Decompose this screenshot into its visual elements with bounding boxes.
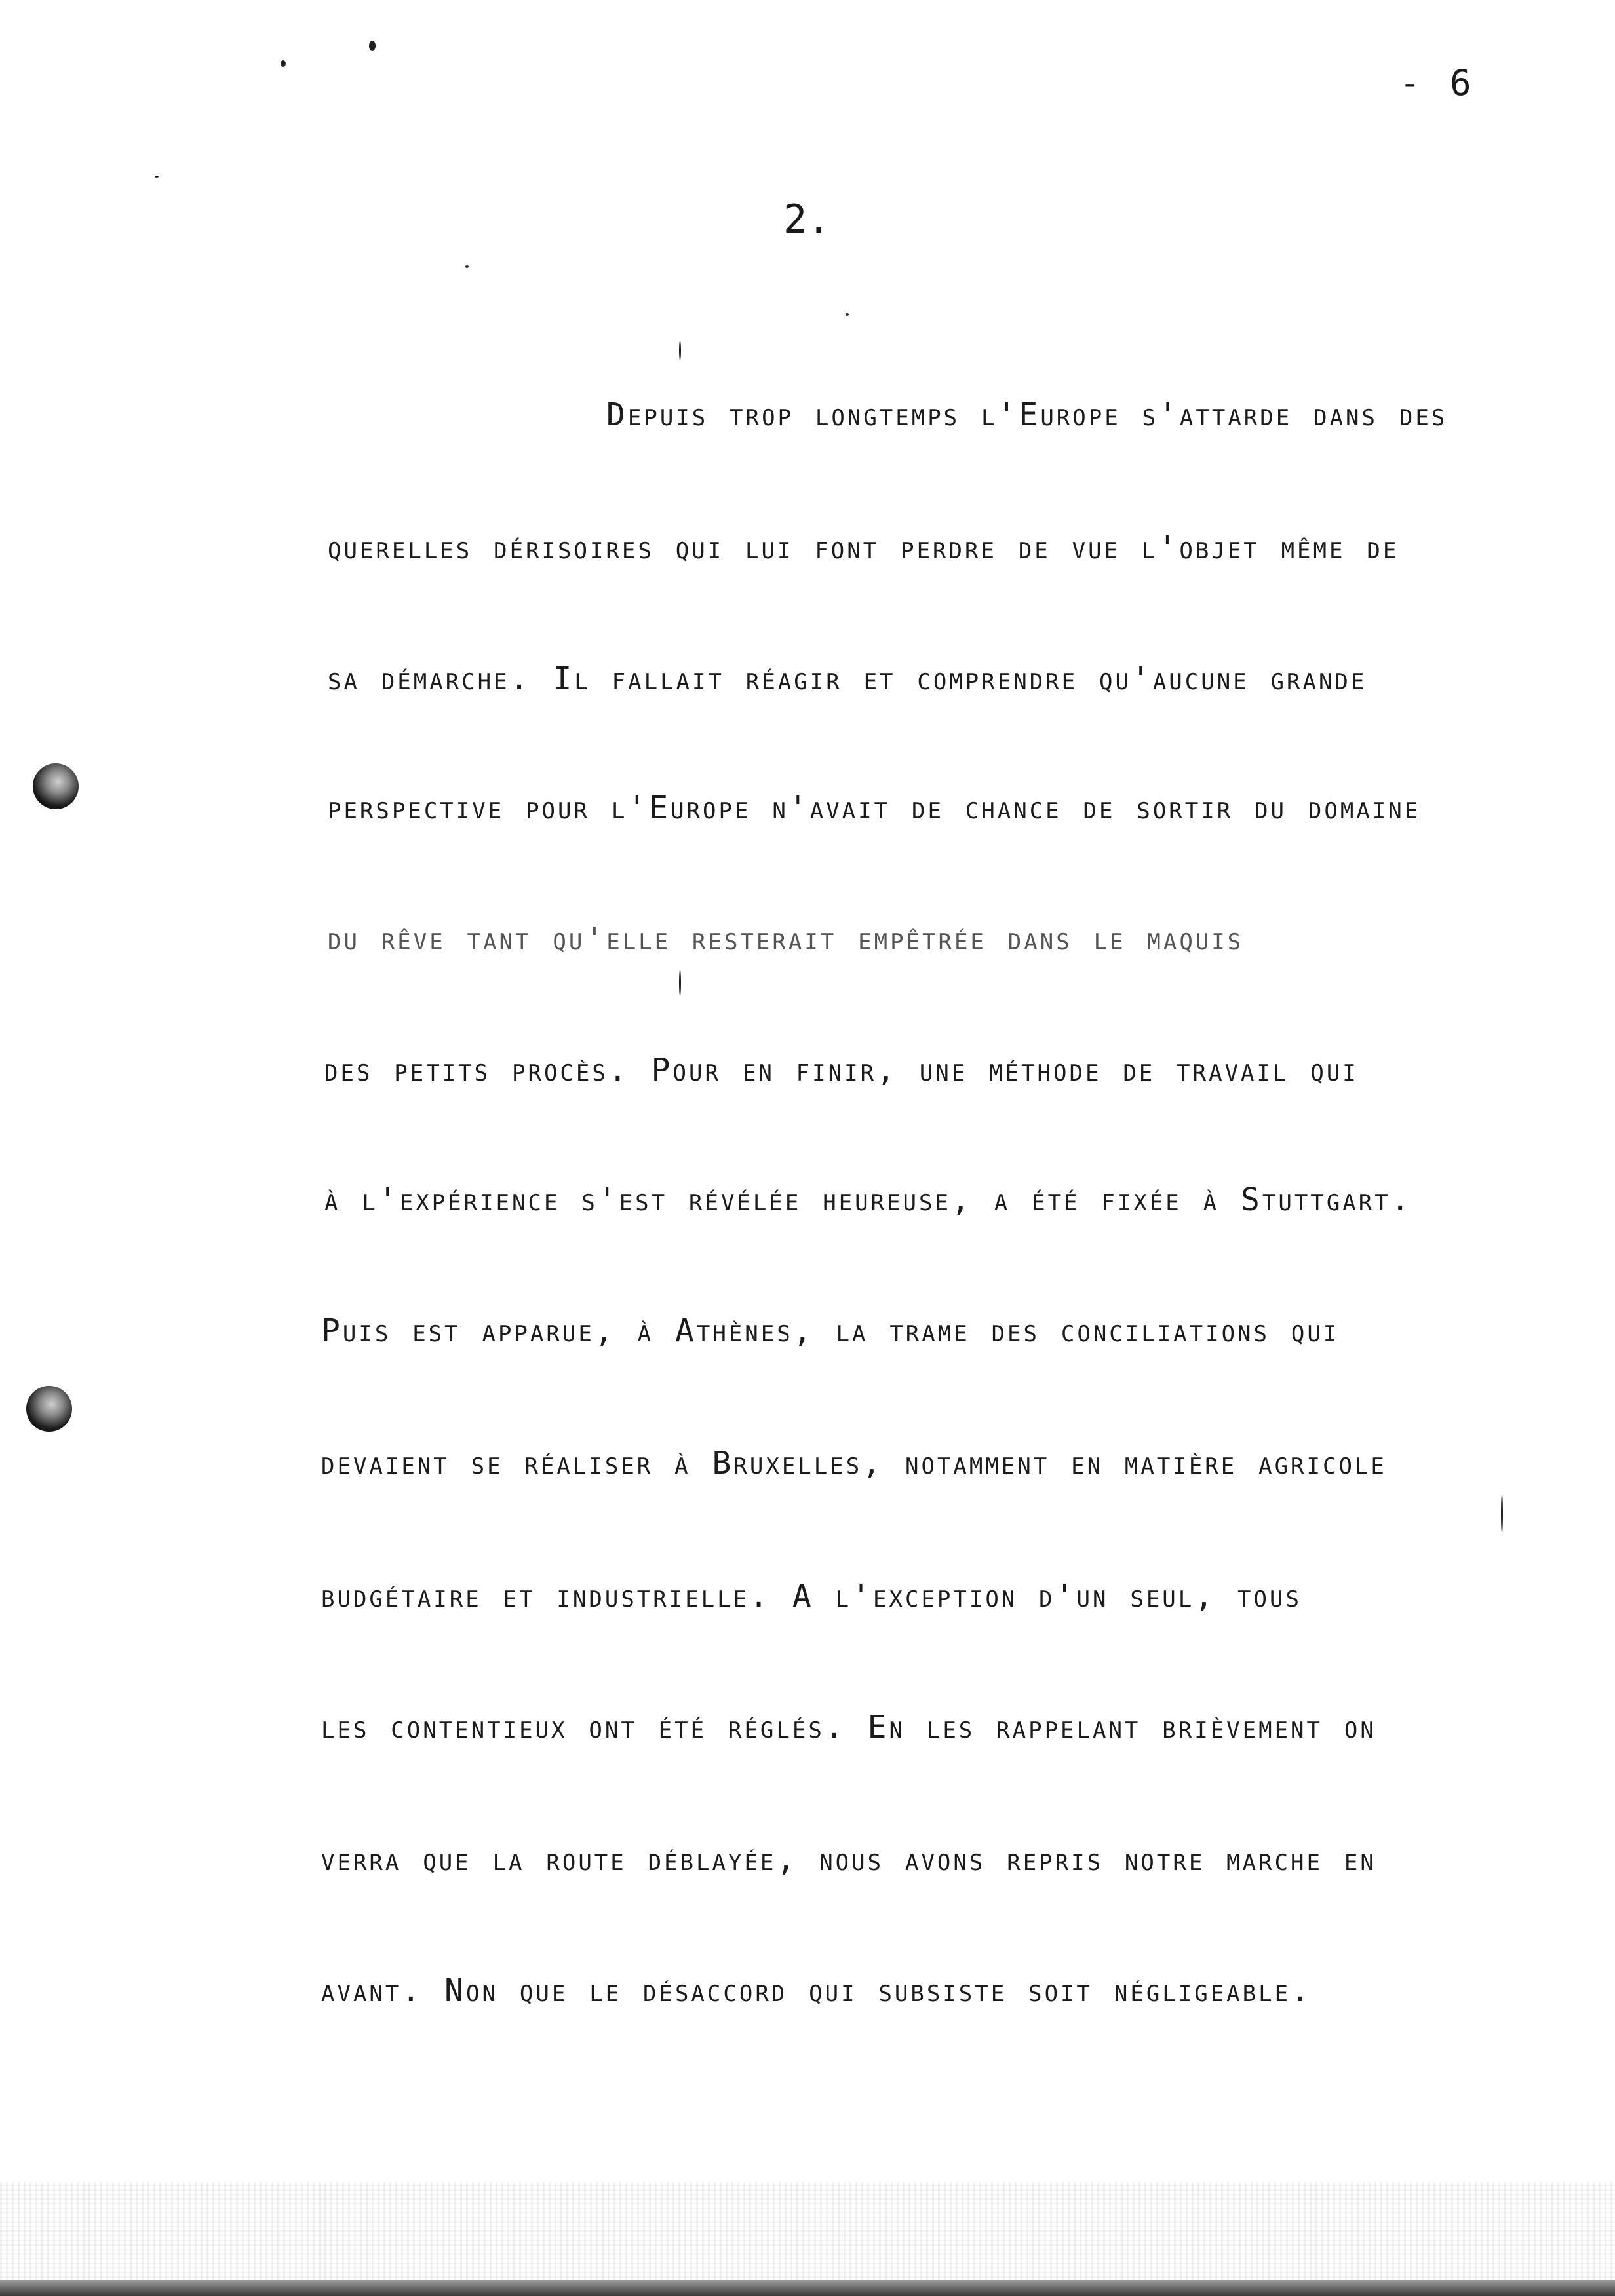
ink-speck: [155, 176, 159, 178]
text-line: devaient se réaliser à Bruxelles, notamment en matière agricole: [321, 1445, 1387, 1482]
scan-edge: [0, 2280, 1615, 2296]
ink-speck: [679, 341, 681, 360]
ink-speck: [369, 41, 376, 51]
text-line: Depuis trop longtemps l'Europe s'attarde dans des: [606, 396, 1448, 433]
text-line: avant. Non que le désaccord qui subsiste soit négligeable.: [321, 1972, 1312, 2009]
text-line: du rêve tant qu'elle resterait empêtrée dans le maquis: [328, 921, 1244, 957]
ink-speck: [465, 265, 469, 268]
section-number: 2.: [783, 197, 831, 242]
text-line: des petits procès. Pour en finir, une méthode de travail qui: [324, 1052, 1359, 1088]
ink-speck: [281, 60, 286, 67]
text-line: Puis est apparue, à Athènes, la trame des conciliations qui: [321, 1312, 1340, 1349]
text-line: sa démarche. Il fallait réagir et comprendre qu'aucune grande: [328, 660, 1367, 697]
text-line: querelles dérisoires qui lui font perdre de vue l'objet même de: [328, 529, 1399, 566]
punch-hole: [26, 1386, 72, 1432]
text-line: budgétaire et industrielle. A l'exception d'un seul, tous: [321, 1578, 1302, 1615]
ink-speck: [846, 313, 849, 316]
scan-noise: [0, 2182, 1615, 2296]
page-number: - 6: [1399, 62, 1475, 104]
text-line: à l'expérience s'est révélée heureuse, a été fixée à Stuttgart.: [324, 1181, 1412, 1218]
ink-speck: [1501, 1494, 1503, 1533]
ink-speck: [679, 970, 681, 996]
text-line: perspective pour l'Europe n'avait de chance de sortir du domaine: [328, 790, 1421, 826]
text-line: les contentieux ont été réglés. En les rappelant brièvement on: [321, 1709, 1376, 1746]
punch-hole: [33, 763, 79, 809]
text-line: verra que la route déblayée, nous avons repris notre marche en: [321, 1841, 1376, 1878]
